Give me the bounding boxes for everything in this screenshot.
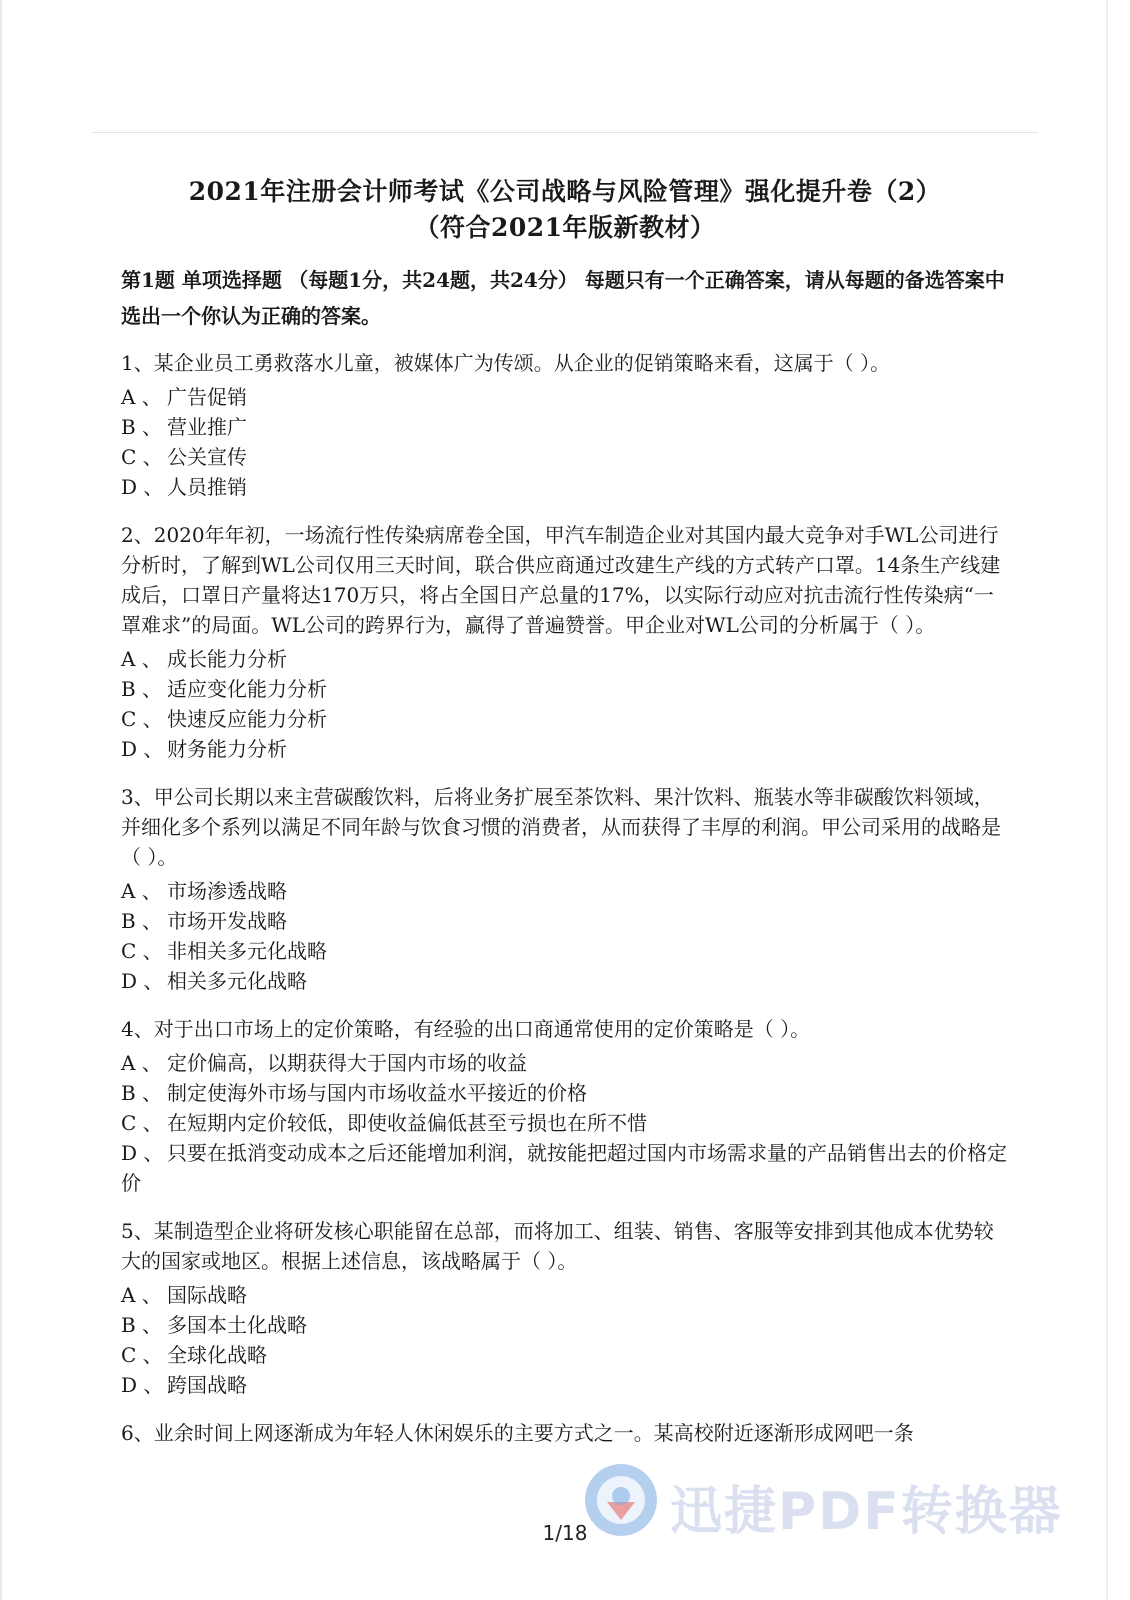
option-letter: A 、 [121, 647, 162, 671]
option-d [121, 472, 1011, 502]
option-text: 非相关多元化战略 [167, 939, 327, 963]
option-letter: D 、 [121, 1141, 164, 1165]
option-letter: D 、 [121, 475, 164, 499]
option-text: 国际战略 [167, 1283, 247, 1307]
option-text: 在短期内定价较低，即使收益偏低甚至亏损也在所不惜 [167, 1111, 647, 1135]
option-letter: D 、 [121, 1373, 164, 1397]
option-text: 制定使海外市场与国内市场收益水平接近的价格 [167, 1081, 587, 1105]
option-text: 快速反应能力分析 [167, 707, 327, 731]
section-header [121, 262, 1011, 334]
option-c [121, 936, 1011, 966]
option-letter: B 、 [121, 415, 163, 439]
question-stem: 2、2020年年初，一场流行性传染病席卷全国，甲汽车制造企业对其国内最大竞争对手WL公司进行分析时，了解到WL公司仅用三天时间，联合供应商通过改建生产线的方式转产口罩。14条生产线建成后，口罩日产量将达170万只，将占全国日产总量的17%，以实际行动应对抗击流行性传染病“一罩难求”的局面。WL公司的跨界行为，赢得了普遍赞誉。甲企业对WL公司的分析属于（ ）。 [121, 523, 1001, 637]
option-a [121, 1280, 1011, 1310]
option-text: 市场开发战略 [167, 909, 287, 933]
document-subtitle: （符合2021年版新教材） [414, 213, 716, 242]
option-c [121, 442, 1011, 472]
option-letter: C 、 [121, 939, 163, 963]
option-letter: A 、 [121, 385, 162, 409]
option-letter: B 、 [121, 909, 163, 933]
question-stem: 5、某制造型企业将研发核心职能留在总部，而将加工、组装、销售、客服等安排到其他成本优势较大的国家或地区。根据上述信息，该战略属于（ ）。 [121, 1219, 994, 1273]
exam-content [121, 262, 1011, 1466]
option-a [121, 644, 1011, 674]
option-letter: C 、 [121, 1111, 163, 1135]
option-text: 财务能力分析 [167, 737, 287, 761]
option-c [121, 704, 1011, 734]
option-letter: A 、 [121, 1051, 162, 1075]
option-letter: D 、 [121, 969, 164, 993]
option-text: 广告促销 [167, 385, 247, 409]
option-text: 多国本土化战略 [167, 1313, 307, 1337]
watermark-text: 迅捷PDF转换器 [670, 1482, 1063, 1542]
option-c [121, 1340, 1011, 1370]
option-c [121, 1108, 1011, 1138]
option-b [121, 1078, 1011, 1108]
option-text: 只要在抵消变动成本之后还能增加利润，就按能把超过国内市场需求量的产品销售出去的价格定价 [121, 1141, 1007, 1195]
section-instruction: 每题只有一个正确答案，请从每题的备选答案中选出一个你认为正确的答案。 [121, 268, 1005, 328]
question-stem: 6、业余时间上网逐渐成为年轻人休闲娱乐的主要方式之一。某高校附近逐渐形成网吧一条 [121, 1421, 914, 1445]
option-d [121, 1138, 1011, 1198]
question-stem: 3、甲公司长期以来主营碳酸饮料，后将业务扩展至茶饮料、果汁饮料、瓶装水等非碳酸饮料领域，并细化多个系列以满足不同年龄与饮食习惯的消费者，从而获得了丰厚的利润。甲公司采用的战略是（ ）。 [121, 785, 1001, 869]
question-6 [121, 1418, 1011, 1448]
option-text: 适应变化能力分析 [167, 677, 327, 701]
option-letter: C 、 [121, 445, 163, 469]
option-text: 市场渗透战略 [167, 879, 287, 903]
option-text: 相关多元化战略 [167, 969, 307, 993]
option-letter: B 、 [121, 1313, 163, 1337]
option-text: 跨国战略 [167, 1373, 247, 1397]
option-b [121, 412, 1011, 442]
option-d [121, 1370, 1011, 1400]
option-text: 成长能力分析 [167, 647, 287, 671]
converter-logo-icon [583, 1462, 659, 1538]
option-text: 公关宣传 [167, 445, 247, 469]
question-stem: 1、某企业员工勇救落水儿童，被媒体广为传颂。从企业的促销策略来看，这属于（ ）。 [121, 351, 891, 375]
question-5 [121, 1216, 1011, 1400]
question-stem: 4、对于出口市场上的定价策略，有经验的出口商通常使用的定价策略是（ ）。 [121, 1017, 811, 1041]
page-number: 1/18 [542, 1521, 588, 1545]
option-text: 全球化战略 [167, 1343, 267, 1367]
option-letter: C 、 [121, 1343, 163, 1367]
option-letter: A 、 [121, 1283, 162, 1307]
option-b [121, 906, 1011, 936]
option-letter: B 、 [121, 677, 163, 701]
option-d [121, 734, 1011, 764]
question-1 [121, 348, 1011, 502]
document-title: 2021年注册会计师考试《公司战略与风险管理》强化提升卷（2） [188, 177, 942, 206]
section-scoring: （每题1分，共24题，共24分） [288, 268, 578, 292]
option-text: 人员推销 [167, 475, 247, 499]
option-b [121, 1310, 1011, 1340]
page-right-edge [1106, 0, 1108, 1600]
question-4 [121, 1014, 1011, 1198]
option-d [121, 966, 1011, 996]
question-3 [121, 782, 1011, 996]
option-letter: B 、 [121, 1081, 163, 1105]
option-letter: A 、 [121, 879, 162, 903]
option-a [121, 1048, 1011, 1078]
option-b [121, 674, 1011, 704]
header-rule [92, 132, 1038, 133]
option-a [121, 382, 1011, 412]
option-text: 营业推广 [167, 415, 247, 439]
option-text: 定价偏高，以期获得大于国内市场的收益 [167, 1051, 527, 1075]
section-label: 第1题 单项选择题 [121, 268, 282, 292]
page-left-edge [0, 0, 2, 1600]
option-letter: C 、 [121, 707, 163, 731]
option-a [121, 876, 1011, 906]
option-letter: D 、 [121, 737, 164, 761]
question-2 [121, 520, 1011, 764]
